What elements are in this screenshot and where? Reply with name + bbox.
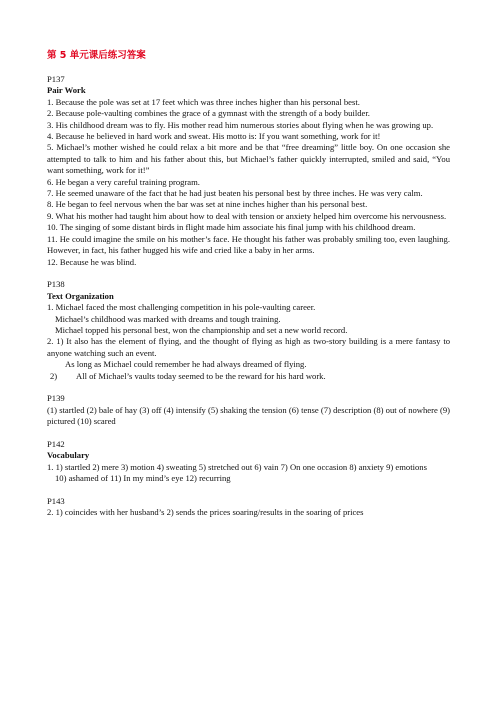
answer-item: 2. 1) It also has the element of flying, and the thought of flying as high as two-story building is a mere fantasy to anyone watching such an event. [47,336,450,358]
page-number-p137: P137 [47,74,65,84]
answer-subitem: As long as Michael could remember he had always dreamed of flying. [65,359,307,370]
section-heading-vocabulary: Vocabulary [47,450,90,461]
answer-item: 11. He could imagine the smile on his mother’s face. He thought his father was probably smiling too, even laughing. However, in fact, his father hugged his wife and cried like a baby in her arms. [47,233,450,256]
answer-content [47,74,450,519]
answer-item: 8. He began to feel nervous when the bar was set at nine inches higher than his personal best. [47,199,368,210]
answer-item: 3. His childhood dream was to fly. His mother read him numerous stories about flying when he was growing up. [47,119,434,130]
page-number-p139: P139 [47,393,65,404]
answer-subitem: Michael’s childhood was marked with dreams and tough training. [55,313,281,324]
subitem-number: 2) [50,370,58,381]
page-title: 第 5 单元课后练习答案 [47,50,146,61]
answer-item: 1. 1) startled 2) mere 3) motion 4) sweating 5) stretched out 6) vain 7) On one occasion 8) anxiety 9) emotions [47,461,427,472]
answer-item: (1) startled (2) bale of hay (3) off (4) intensify (5) shaking the tension (6) tense (7) description (8) out of nowhere (9) pictured (10) scared [47,404,450,427]
answer-item: 6. He began a very careful training program. [47,176,200,187]
page-number-p143: P143 [47,495,65,506]
answer-item: 1. Because the pole was set at 17 feet which was three inches higher than his personal best. [47,96,360,107]
subitem-text: All of Michael’s vaults today seemed to be the reward for his hard work. [76,370,326,381]
section-heading-text-organization: Text Organization [47,290,114,301]
answer-subitem: 10) ashamed of 11) In my mind’s eye 12) recurring [55,473,231,484]
answer-item: 5. Michael’s mother wished he could relax a bit more and be that “free dreaming” little boy. On one occasion she attempted to talk to him and his father about this, but Michael’s father quickly interrupted, smiled and said, “You want something, work for it!” [47,142,450,176]
page-number-p142: P142 [47,438,65,449]
answer-item: 2. Because pole-vaulting combines the grace of a gymnast with the strength of a body builder. [47,108,370,119]
answer-item: 9. What his mother had taught him about how to deal with tension or anxiety helped him overcome his nervousness. [47,210,447,221]
answer-item: 1. Michael faced the most challenging competition in his pole-vaulting career. [47,302,316,313]
answer-item: 2. 1) coincides with her husband’s 2) sends the prices soaring/results in the soaring of prices [47,507,364,518]
answer-subitem: Michael topped his personal best, won the championship and set a new world record. [55,324,348,335]
answer-item: 10. The singing of some distant birds in flight made him associate his final jump with his childhood dream. [47,222,416,233]
section-heading-pair-work: Pair Work [47,85,86,96]
page-number-p138: P138 [47,279,65,290]
answer-subitem-numbered [47,371,450,382]
answer-item: 4. Because he believed in hard work and sweat. His motto is: If you want something, work for it! [47,131,381,142]
answer-item: 12. Because he was blind. [47,256,137,267]
answer-item: 7. He seemed unaware of the fact that he had just beaten his personal best by three inches. He was very calm. [47,188,423,199]
